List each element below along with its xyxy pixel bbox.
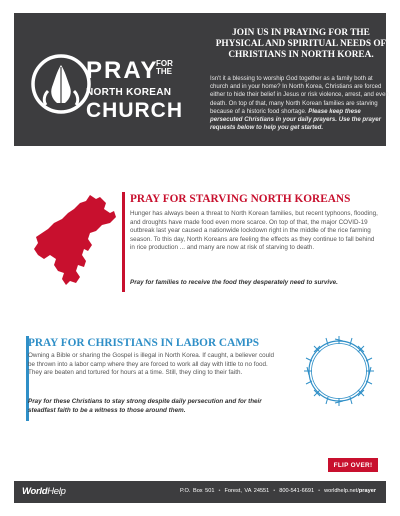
- footer-separator: •: [273, 488, 276, 494]
- section-starving-prayer: Pray for families to receive the food they desperately need to survive.: [130, 279, 338, 286]
- logo-help-text: Help: [47, 486, 66, 497]
- flip-over-badge: FLIP OVER!: [328, 458, 378, 472]
- section-labor-title: PRAY FOR CHRISTIANS IN LABOR CAMPS: [28, 337, 260, 349]
- footer-contact-info: [180, 488, 376, 494]
- section-labor-body: Owning a Bible or sharing the Gospel is illegal in North Korea. If caught, a believer could be thrown into a labor camp where they are forced to work all day with little to no food. They are beaten and tortured for hours at a time. Still, they cling to their faith.: [28, 352, 275, 377]
- footer-city: Forest, VA 24551: [224, 488, 270, 494]
- pray-for-north-korean-church-logo: [30, 53, 190, 123]
- footer-bar: [14, 481, 386, 503]
- north-korea-map-icon: [30, 193, 118, 288]
- praying-hands-icon: [30, 53, 92, 115]
- footer-po-box: P.O. Box 501: [179, 488, 215, 494]
- footer-url-prefix: worldhelp.net/: [324, 488, 359, 494]
- logo-pray-text: PRAY: [86, 57, 159, 84]
- header-intro-text: Isn't it a blessing to worship God together as a family both at church and in your home? In North Korea, Christians are forced either to hide their belief in Jesus or risk violence, arrest, and even death. On top of that, many North Korean families are starving because of a historic food shortage.: [210, 75, 389, 115]
- logo-church-text: CHURCH: [86, 99, 183, 122]
- logo-north-korean-text: NORTH KOREAN: [86, 87, 172, 98]
- footer-phone: 800-541-6691: [279, 488, 315, 494]
- footer-separator: •: [218, 488, 221, 494]
- section-starving-body: Hunger has always been a threat to North Korean families, but recent typhoons, flooding, and droughts have made food even more scarce. On top of that, the major COVID-19 outbreak last year caused a nationwide lockdown right in the middle of the rice farming season. To this day, North Koreans are feeling the effects as they continue to fall behind in rice production ... and many are now at risk of starving to death.: [130, 210, 378, 252]
- section-starving-accent-bar: [122, 192, 125, 292]
- section-starving-title: PRAY FOR STARVING NORTH KOREANS: [130, 193, 351, 205]
- header-headline: JOIN US IN PRAYING FOR THE PHYSICAL AND SPIRITUAL NEEDS OF CHRISTIANS IN NORTH KOREA.: [215, 28, 387, 61]
- logo-world-text: World: [22, 486, 48, 497]
- footer-url-bold: prayer: [358, 488, 376, 494]
- header-banner: [14, 13, 389, 146]
- footer-separator: •: [318, 488, 321, 494]
- header-intro-call-to-pray: Please keep these persecuted Christians in your daily prayers. Use the prayer requests below to help you get started.: [210, 107, 382, 132]
- logo-for-the-text: FOR THE: [156, 59, 173, 76]
- footer-url[interactable]: [324, 488, 376, 494]
- barbed-wire-wreath-icon: [300, 332, 378, 410]
- world-help-logo: [22, 486, 66, 497]
- header-intro-paragraph: [210, 75, 392, 132]
- section-labor-prayer: Pray for these Christians to stay strong despite daily persecution and for their steadfast faith to be a witness to those around them.: [28, 398, 262, 414]
